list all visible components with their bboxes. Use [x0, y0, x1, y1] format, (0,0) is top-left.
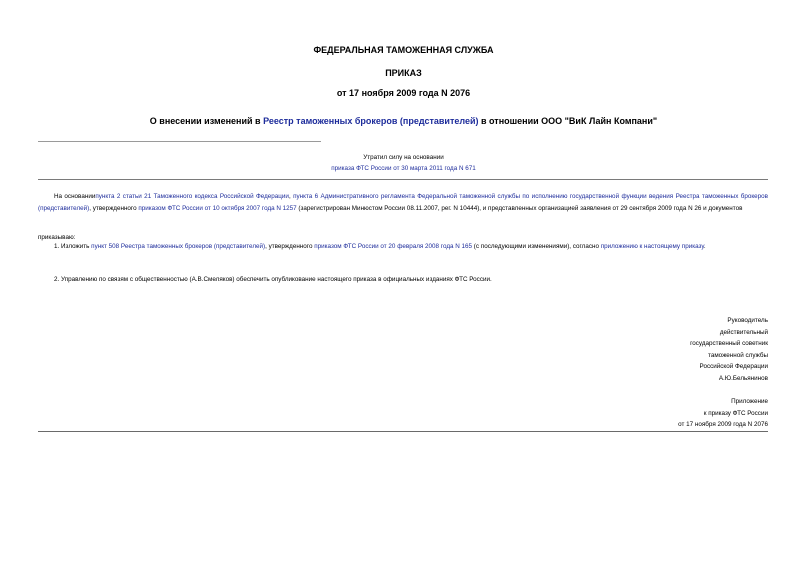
order-item-1 — [38, 241, 768, 253]
order-1257-link[interactable]: приказом ФТС России от 10 октября 2007 года N 1257 — [138, 204, 297, 212]
document-type: ПРИКАЗ — [385, 68, 422, 78]
signature-line: действительный — [719, 328, 768, 336]
subject-text-post: в отношении ООО "ВиК Лайн Компани" — [478, 116, 658, 126]
appendix-line: Приложение — [731, 398, 768, 405]
order-item-2 — [38, 274, 768, 286]
preamble-paragraph — [38, 191, 768, 214]
organization-name: ФЕДЕРАЛЬНАЯ ТАМОЖЕННАЯ СЛУЖБА — [313, 45, 494, 55]
signature-block — [690, 315, 768, 384]
lost-force-link-line — [0, 163, 807, 175]
signature-line: государственный советник — [690, 340, 768, 347]
preamble-text: , утвержденного — [89, 204, 139, 212]
appendix-header — [678, 396, 768, 431]
divider — [38, 179, 768, 180]
appendix-link[interactable]: приложению к настоящему приказу — [600, 243, 704, 250]
item-text: , утвержденного — [265, 243, 315, 250]
signature-name: А.Ю.Бельянинов — [718, 374, 768, 382]
item-text: 1. Изложить — [54, 243, 92, 250]
document-date: от 17 ноября 2009 года N 2076 — [336, 88, 471, 98]
item-text: (с последующими изменениями), согласно — [472, 243, 601, 250]
signature-line: таможенной службы — [708, 351, 768, 359]
document-subject — [0, 116, 807, 126]
divider — [38, 141, 321, 142]
admin-regulation-link[interactable]: пункта 6 Административного регламента Федеральной таможенной службы по исполнению государственной функции ведения Реестра таможенных брокеров (представителей) — [38, 193, 769, 212]
divider — [38, 431, 768, 432]
appendix-line: от 17 ноября 2009 года N 2076 — [678, 421, 768, 428]
signature-line: Руководитель — [727, 317, 768, 324]
lost-force-note: Утратил силу на основании — [363, 154, 444, 161]
preamble-text: На основании — [54, 193, 96, 200]
signature-line: Российской Федерации — [699, 363, 768, 370]
subject-text-pre: О внесении изменений в — [149, 116, 264, 126]
order-word: приказываю: — [38, 234, 76, 241]
preamble-text: (зарегистрирован Минюстом России 08.11.2007, рег. N 10444), и представленных организацией заявления от 29 сентября 2009 года N 26 и документов — [296, 204, 743, 212]
customs-code-link[interactable]: пункта 2 статьи 21 Таможенного кодекса Российской Федерации — [95, 193, 289, 200]
registry-link[interactable]: Реестр таможенных брокеров (представителей) — [263, 116, 479, 126]
item-text: 2. Управлению по связям с общественностью (А.В.Смеляков) обеспечить опубликование настоящего приказа в официальных изданиях ФТС России. — [54, 276, 492, 283]
registry-item-508-link[interactable]: пункт 508 Реестра таможенных брокеров (представителей) — [91, 243, 266, 250]
order-165-link[interactable]: приказом ФТС России от 20 февраля 2008 года N 165 — [314, 243, 473, 250]
preamble-text: , — [288, 193, 294, 200]
lost-force-order-link[interactable]: приказа ФТС России от 30 марта 2011 года N 671 — [331, 165, 476, 172]
item-text: . — [703, 243, 706, 250]
appendix-line: к приказу ФТС России — [703, 409, 768, 417]
